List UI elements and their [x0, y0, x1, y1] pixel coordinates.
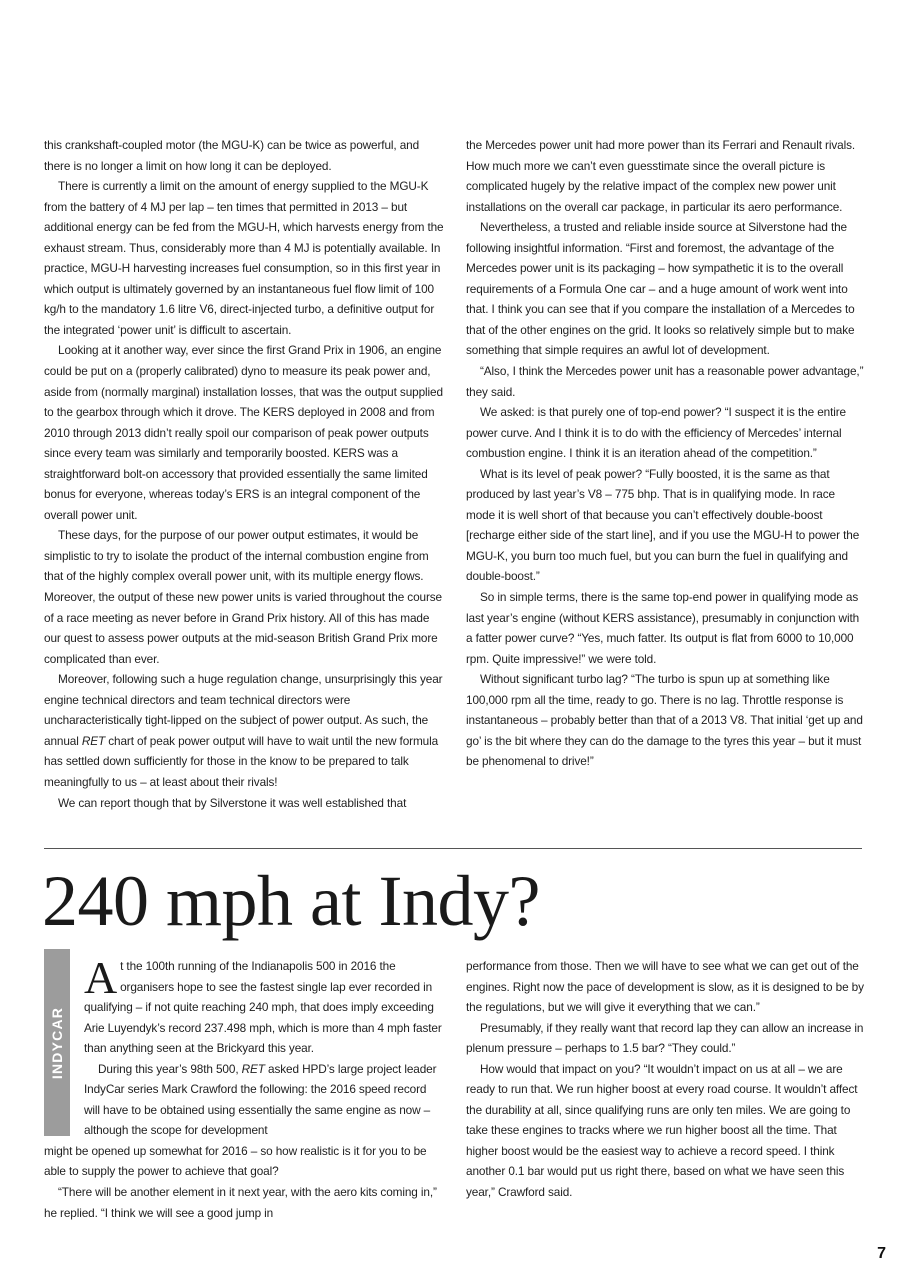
lead-paragraph [44, 952, 444, 1059]
paragraph: Looking at it another way, ever since the first Grand Prix in 1906, an engine could be put on a (properly calibrated) dyno to measure its peak power and, aside from (normally marginal) installation losses, that was the output supplied to the gearbox through which it drove. The KERS deployed in 2008 and from 2010 through 2013 didn’t really spoil our comparison of peak power outputs since every team was similarly and temporarily boosted. KERS was a straightforward bolt-on accessory that provided essentially the same limited bonus for everyone, whereas today’s ERS is an integral component of the overall power unit. [44, 343, 443, 522]
publication-name: RET [81, 733, 106, 748]
text-run: During this year’s 98th 500, [98, 1061, 242, 1076]
paragraph: We can report though that by Silverstone it was well established that [58, 795, 407, 810]
paragraph: “Also, I think the Mercedes power unit has a reasonable power advantage,” they said. [466, 364, 864, 399]
paragraph [44, 1059, 444, 1182]
publication-name: RET [241, 1061, 265, 1076]
top-left-column [44, 135, 444, 813]
article-headline: 240 mph at Indy? [42, 861, 540, 941]
paragraph: How would that impact on you? “It wouldn’t impact on us at all – we are ready to run that. We run higher boost at every road course. It wouldn’t affect the durability at all, since qualifying runs are only ten miles. We are going to take these engines to tracks where we run higher boost all the time. That higher boost would be the easiest way to achieve a record speed. I think another 0.1 bar would put us right there, based on what we have seen this year,” Crawford said. [466, 1061, 858, 1200]
article-left-column [44, 952, 444, 1223]
text-run: Moreover, following such a huge regulation change, unsurprisingly this year engine technical directors and team technical directors were uncharacteristically tight-lipped on the subject of power output. As such, the annual [44, 672, 443, 748]
paragraph: this crankshaft-coupled motor (the MGU-K) can be twice as powerful, and there is no longer a limit on how long it can be deployed. [44, 138, 420, 173]
paragraph [44, 669, 444, 792]
paragraph: Without significant turbo lag? “The turbo is spun up at something like 100,000 rpm all the time, ready to go. There is no lag. Throttle response is instantaneous – probably better than that of a 2013 V8. That initial ‘get up and go’ is the bit where they can do the damage to the tyres this year – but it must be phenomenal to drive!” [466, 672, 863, 769]
paragraph: performance from those. Then we will have to see what we can get out of the engines. Right now the pace of development is slow, as it is designed to be by the regulations, but we will give it everything that we can.” [466, 959, 864, 1015]
text-run: chart of peak power output will have to wait until the new formula has settled down sufficiently for those in the know to be prepared to talk meaningfully to us – at least about their rivals! [44, 733, 439, 789]
text-run: asked HPD’s large project leader IndyCar series Mark Crawford the following: the 2016 speed record will have to be obtained using essentially the same engine as now – although the scope for development [84, 1061, 437, 1138]
section-divider [44, 848, 862, 849]
page-number: 7 [877, 1245, 886, 1262]
top-right-column [466, 135, 866, 772]
paragraph: We asked: is that purely one of top-end power? “I suspect it is the entire power curve. And I think it is to do with the efficiency of Mercedes’ internal combustion engine. I think it is an iteration ahead of the competition.” [466, 405, 846, 461]
paragraph: “There will be another element in it next year, with the aero kits coming in,” he replied. “I think we will see a good jump in [44, 1185, 437, 1220]
paragraph: the Mercedes power unit had more power than its Ferrari and Renault rivals. How much more we can’t even guesstimate since the overall picture is complicated hugely by the relative impact of the complex new power unit installations on the overall car package, in particular its aero performance. [466, 138, 856, 214]
article-right-column [466, 956, 866, 1203]
text-run: might be opened up somewhat for 2016 – so how realistic is it for you to be able to supply the power to achieve that goal? [44, 1143, 427, 1179]
paragraph: Presumably, if they really want that record lap they can allow an increase in plenum pressure – perhaps to 1.5 bar? “They could.” [466, 1020, 864, 1056]
text-run: t the 100th running of the Indianapolis 500 in 2016 the organisers hope to see the fastest single lap ever recorded in qualifying – if not quite reaching 240 mph, that does imply exceeding Arie Luyendyk’s record 237.498 mph, which is more than 4 mph faster than anything seen at the Brickyard this year. [84, 959, 442, 1056]
paragraph: What is its level of peak power? “Fully boosted, it is the same as that produced by last year’s V8 – 775 bhp. That is in qualifying mode. In race mode it is well short of that because you can’t effectively double-boost [recharge either side of the start line], and if you use the MGU-H to power the MGU-K, you burn too much fuel, but you can burn the fuel in qualifying and double-boost.” [466, 466, 860, 584]
drop-cap: A [84, 952, 118, 1003]
paragraph: Nevertheless, a trusted and reliable inside source at Silverstone had the following insightful information. “First and foremost, the advantage of the Mercedes power unit is its packaging – how sympathetic it is to the overall requirements of a Formula One car – and a huge amount of work went into that. I think you can see that if you compare the installation of a Mercedes to that of the other engines on the grid. It looks so relatively simple but to make something that simple requires an awful lot of development. [466, 220, 855, 358]
paragraph: There is currently a limit on the amount of energy supplied to the MGU-K from the battery of 4 MJ per lap – ten times that permitted in 2013 – but additional energy can be fed from the MGU-H, which harvests energy from the exhaust stream. Thus, considerably more than 4 MJ is potentially available. In practice, MGU-H harvesting increases fuel consumption, so in this first year in which output is ultimately governed by an instantaneous fuel flow limit of 100 kg/h to the mandatory 1.6 litre V6, direct-injected turbo, a definitive output for the integrated ‘power unit’ is difficult to ascertain. [44, 179, 444, 337]
paragraph: So in simple terms, there is the same top-end power in qualifying mode as last year’s engine (without KERS assistance), presumably in conjunction with a fatter power curve? “Yes, much fatter. Its output is flat from 6000 to 10,000 rpm. Quite impressive!” we were told. [466, 590, 860, 666]
section-tab-label: INDYCAR [49, 1006, 65, 1080]
text-run-indented [44, 1059, 444, 1141]
paragraph: These days, for the purpose of our power output estimates, it would be simplistic to try to isolate the product of the internal combustion engine from that of the highly complex overall power unit, with its multiple energy flows. Moreover, the output of these new power units is varied throughout the course of a race meeting as never before in Grand Prix history. All of this has made our quest to assess power outputs at the mid-season British Grand Prix more complicated than ever. [44, 528, 442, 666]
